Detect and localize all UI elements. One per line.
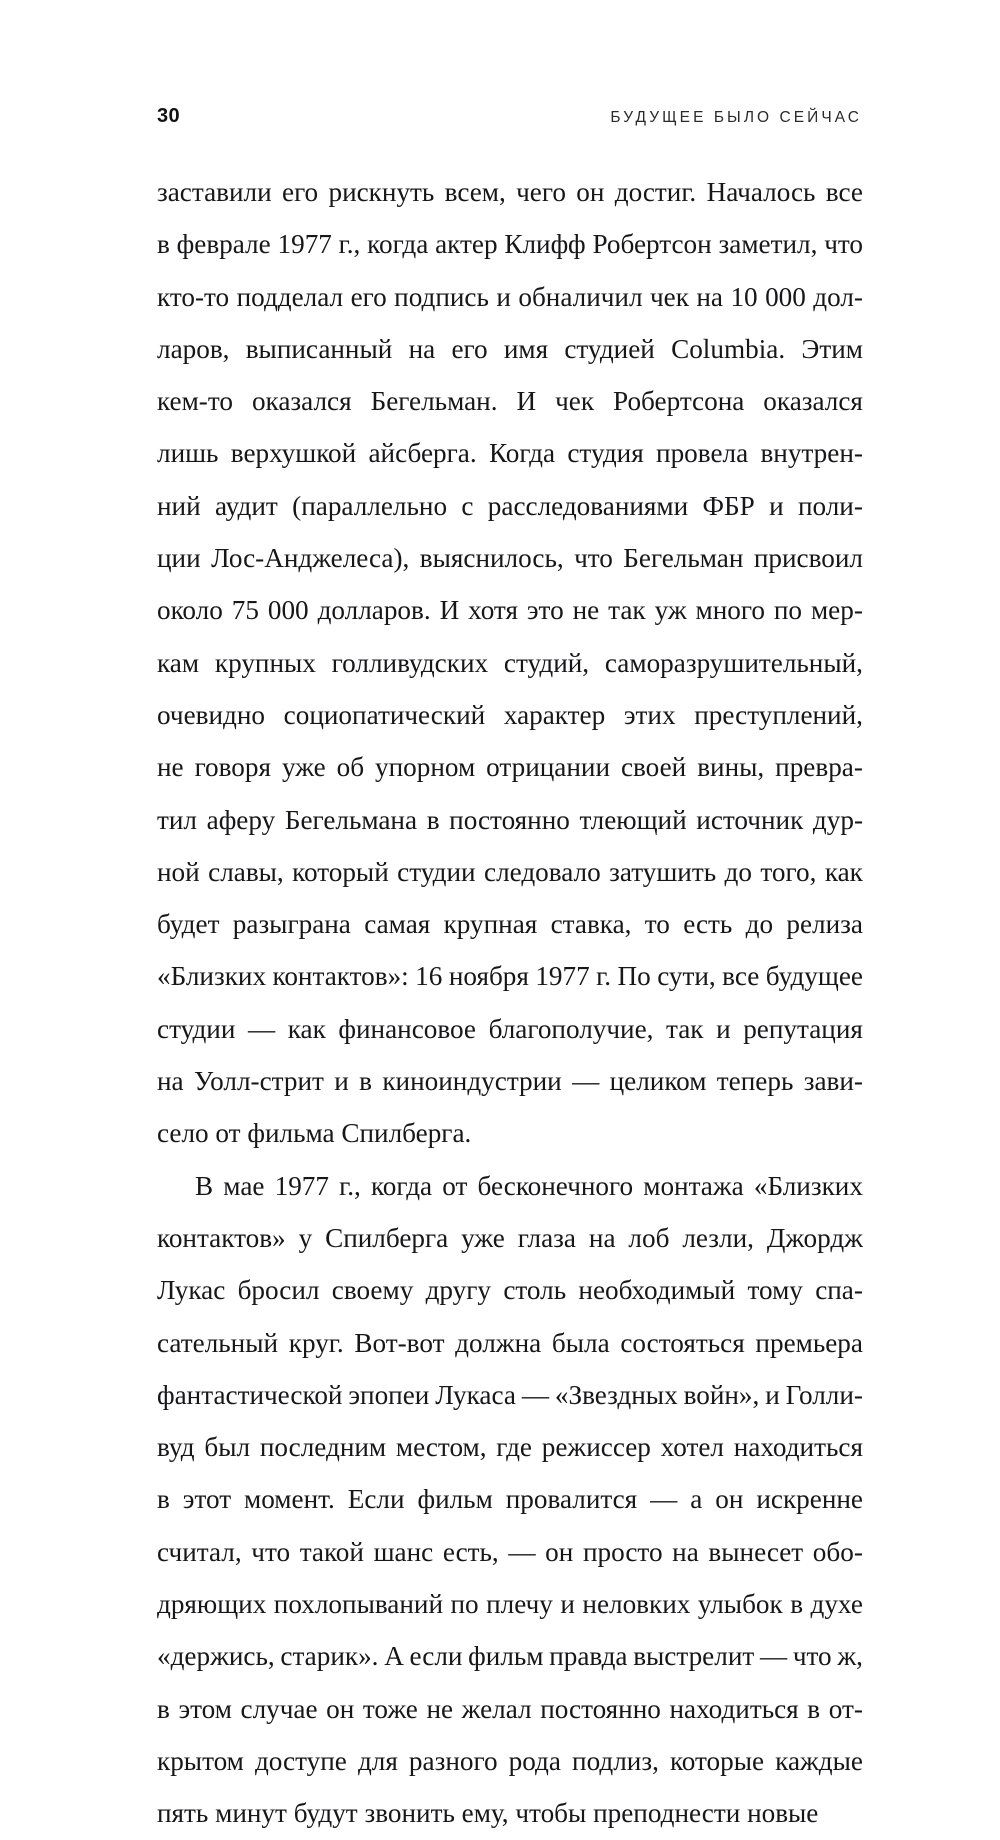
word: духе — [810, 1589, 863, 1620]
word: на — [672, 1536, 699, 1567]
word: дол- — [813, 281, 863, 312]
text-line — [157, 1421, 863, 1473]
word: мер- — [810, 595, 863, 626]
word: в — [157, 1693, 170, 1724]
word: Уолл-стрит — [193, 1066, 324, 1097]
text-line — [157, 637, 863, 689]
word: преступлений, — [694, 699, 863, 730]
word: и — [334, 1066, 349, 1097]
word: благополучие, — [488, 1013, 654, 1044]
word: момент. — [244, 1484, 335, 1515]
word: Лукас — [157, 1275, 226, 1306]
word: плечу — [486, 1589, 553, 1620]
text-line — [157, 950, 863, 1002]
word: находиться — [733, 1432, 863, 1463]
word: Бегельман. — [370, 386, 498, 417]
word: студии — [157, 1013, 236, 1044]
word: по — [450, 1589, 479, 1620]
word: крупная — [443, 909, 538, 940]
word: обо- — [812, 1536, 863, 1567]
word: дряющих — [157, 1589, 267, 1620]
text-line — [157, 532, 863, 584]
word: — — [508, 1536, 536, 1567]
word: от- — [828, 1693, 863, 1724]
word: около — [157, 595, 223, 626]
word: характер — [503, 699, 606, 730]
word: Этим — [801, 333, 863, 364]
word: на — [157, 1066, 184, 1097]
word: релиза — [786, 909, 863, 940]
word: достиг. — [614, 177, 697, 207]
text-line — [157, 689, 863, 741]
word: В — [195, 1170, 214, 1201]
word: ж, — [837, 1641, 863, 1672]
word: студия — [567, 438, 644, 469]
word: когда — [367, 229, 429, 260]
word: улыбок — [697, 1589, 783, 1620]
word: киноиндустрии — [382, 1066, 562, 1097]
word: обналичил — [518, 281, 643, 312]
text-line: пять минут будут звонить ему, чтобы преподнести новые — [157, 1798, 819, 1829]
word: лишь — [157, 438, 219, 469]
word: Голли- — [785, 1379, 863, 1410]
word: Робертсона — [613, 386, 745, 417]
text-line — [157, 1264, 863, 1316]
word: студий, — [503, 647, 590, 678]
word: аферу — [206, 804, 276, 835]
word: рискнуть — [328, 177, 435, 207]
word: необходимый — [578, 1275, 736, 1306]
word: самая — [364, 909, 431, 940]
word: просто — [582, 1536, 663, 1567]
word: фильм — [468, 1641, 544, 1672]
text-line — [157, 271, 863, 323]
word: находиться — [669, 1693, 799, 1724]
word: если — [409, 1641, 463, 1672]
word: хотя — [468, 595, 518, 626]
word: монтажа — [643, 1170, 744, 1201]
word: ноября — [448, 961, 529, 992]
word: мае — [223, 1170, 265, 1201]
text-line — [157, 1160, 863, 1212]
word: поли- — [797, 490, 863, 521]
word: случае — [240, 1693, 318, 1724]
text-line — [157, 898, 863, 950]
word: старик». — [280, 1641, 379, 1672]
word: когда — [370, 1170, 433, 1201]
text-line — [157, 1735, 863, 1787]
word: финансовое — [338, 1013, 476, 1044]
word: и — [716, 1013, 731, 1044]
word: в — [790, 1589, 804, 1620]
word: чек — [649, 281, 689, 312]
word: разыграна — [232, 909, 351, 940]
word: «Близких — [753, 1170, 863, 1201]
word: ларов, — [157, 333, 230, 364]
word: считал, — [157, 1536, 242, 1567]
word: этот — [182, 1484, 232, 1515]
word: голливудских — [331, 647, 489, 678]
word: крытом — [157, 1745, 244, 1776]
text-line — [157, 1578, 863, 1630]
word: Лукаса — [435, 1379, 516, 1410]
word: в — [157, 1484, 170, 1515]
word: дур- — [812, 804, 863, 835]
word: тил — [157, 804, 197, 835]
word: доступе — [254, 1745, 347, 1776]
word: «держись, — [157, 1641, 275, 1672]
word: спа- — [815, 1275, 863, 1306]
word: до — [724, 856, 752, 887]
word: последним — [259, 1432, 387, 1463]
word: выписанный — [245, 333, 393, 364]
word: контактов» — [157, 1222, 286, 1253]
word: тлеющий — [579, 804, 687, 835]
word: он — [576, 177, 605, 207]
word: репутация — [743, 1013, 863, 1044]
word: Бегельман — [623, 543, 744, 574]
word: кам — [157, 647, 200, 678]
text-line — [157, 427, 863, 479]
body-text-column — [157, 166, 863, 1840]
word: — — [521, 1379, 549, 1410]
text-line — [157, 1683, 863, 1735]
word: правда — [549, 1641, 628, 1672]
word: все — [722, 961, 760, 992]
word: Спилберга — [325, 1222, 449, 1253]
text-line — [157, 480, 863, 532]
word: с — [461, 490, 474, 521]
word: упорном — [375, 752, 476, 783]
text-line — [157, 846, 863, 898]
word: того, — [760, 856, 817, 887]
word: аудит — [214, 490, 278, 521]
paragraph — [157, 1160, 863, 1840]
word: чего — [516, 177, 566, 207]
word: контактов»: — [272, 961, 409, 992]
running-header — [157, 106, 862, 136]
word: г., — [338, 229, 361, 260]
word: — — [572, 1066, 600, 1097]
word: 1977 — [535, 961, 590, 992]
text-line — [157, 1473, 863, 1525]
word: выстрелит — [633, 1641, 755, 1672]
word: 16 — [415, 961, 443, 992]
word: 000 — [267, 595, 309, 626]
word: очевидно — [157, 699, 265, 730]
word: говоря — [194, 752, 271, 783]
word: уже — [281, 752, 326, 783]
word: присвоил — [753, 543, 863, 574]
word: лоб — [628, 1222, 670, 1253]
word: Бегельмана — [284, 804, 418, 835]
word: «Звездных — [554, 1379, 678, 1410]
word: внутрен- — [760, 438, 863, 469]
word: подделал — [236, 281, 344, 312]
word: бросил — [237, 1275, 320, 1306]
word: на — [408, 333, 436, 364]
word: в — [426, 804, 440, 835]
word: искренне — [756, 1484, 863, 1515]
word: социопатический — [283, 699, 486, 730]
text-line — [157, 1630, 863, 1682]
word: его — [282, 177, 319, 207]
word: Если — [347, 1484, 405, 1515]
word: режиссер — [541, 1432, 651, 1463]
word: саморазрушительный, — [604, 647, 863, 678]
word: не — [157, 752, 184, 783]
word: Робертсон — [592, 229, 712, 260]
word: то — [644, 909, 670, 940]
word: была — [551, 1327, 610, 1358]
word: фантастической — [157, 1379, 343, 1410]
word: теперь — [716, 1066, 794, 1097]
word: Когда — [488, 438, 556, 469]
word: есть — [683, 909, 733, 940]
word: провела — [656, 438, 749, 469]
word: он — [545, 1536, 574, 1567]
word: ФБР — [702, 490, 755, 521]
word: превра- — [775, 752, 863, 783]
word: до — [745, 909, 774, 940]
word: Началось — [706, 177, 816, 207]
text-line — [157, 1526, 863, 1578]
word: отрицании — [486, 752, 611, 783]
text-line — [157, 1055, 863, 1107]
text-line — [157, 794, 863, 846]
word: заметил, — [718, 229, 818, 260]
word: и — [496, 281, 511, 312]
word: имя — [503, 333, 549, 364]
word: этом — [178, 1693, 232, 1724]
text-line — [157, 1369, 863, 1421]
word: А — [384, 1641, 404, 1672]
word: который — [292, 856, 389, 887]
word: где — [496, 1432, 532, 1463]
word: актер — [435, 229, 498, 260]
word: провалится — [505, 1484, 638, 1515]
word: войн», — [683, 1379, 760, 1410]
word: оказался — [763, 386, 863, 417]
word: подлиз, — [572, 1745, 659, 1776]
word: об — [336, 752, 365, 783]
word: айсберга. — [368, 438, 477, 469]
text-line — [157, 375, 863, 427]
word: был — [204, 1432, 251, 1463]
word: которые — [669, 1745, 765, 1776]
word: так — [666, 1013, 704, 1044]
word: — — [759, 1641, 788, 1672]
word: Columbia. — [671, 333, 786, 364]
word: что — [824, 229, 863, 260]
text-line — [157, 166, 863, 218]
word: — — [247, 1013, 276, 1044]
word: бесконечного — [477, 1170, 634, 1201]
word: 000 — [765, 281, 806, 312]
word: вины, — [697, 752, 765, 783]
word: будущее — [765, 961, 863, 992]
word: Клифф — [504, 229, 586, 260]
word: разного — [408, 1745, 498, 1776]
word: ции — [157, 543, 201, 574]
word: похлопываний — [273, 1589, 444, 1620]
word: студией — [564, 333, 655, 364]
word: своему — [331, 1275, 414, 1306]
word: ний — [157, 490, 201, 521]
word: должна — [455, 1327, 542, 1358]
word: Вот-вот — [354, 1327, 445, 1358]
word: много — [695, 595, 765, 626]
word: эпопеи — [348, 1379, 430, 1410]
text-line — [157, 741, 863, 793]
word: а — [690, 1484, 703, 1515]
text-line: село от фильма Спилберга. — [157, 1118, 472, 1149]
text-line — [157, 584, 863, 636]
word: желал — [461, 1693, 532, 1724]
word: круг. — [288, 1327, 344, 1358]
word: неловких — [582, 1589, 691, 1620]
word: лезли, — [682, 1222, 754, 1253]
word: состояться — [620, 1327, 745, 1358]
word: источник — [696, 804, 804, 835]
word: кем-то — [157, 386, 233, 417]
word: г. — [596, 961, 612, 992]
word: этих — [623, 699, 676, 730]
word: ставка, — [550, 909, 632, 940]
word: Лос-Анджелеса), — [211, 543, 410, 574]
word: что — [792, 1641, 832, 1672]
text-line — [157, 218, 863, 270]
word: в — [359, 1066, 372, 1097]
word: феврале — [176, 229, 271, 260]
word: 1977 — [274, 1170, 329, 1201]
word: это — [526, 595, 564, 626]
word: выяснилось, — [419, 543, 564, 574]
word: рода — [508, 1745, 561, 1776]
word: кто-то — [157, 281, 230, 312]
word: как — [824, 856, 863, 887]
word: на — [588, 1222, 616, 1253]
word: другу — [425, 1275, 492, 1306]
word: следовало — [484, 856, 601, 887]
word: постоянно — [449, 804, 570, 835]
word: хотел — [660, 1432, 724, 1463]
word: тому — [747, 1275, 803, 1306]
word: и — [765, 1379, 780, 1410]
word: «Близких — [157, 961, 267, 992]
word: есть, — [442, 1536, 499, 1567]
paragraph — [157, 166, 863, 1160]
word: уже — [461, 1222, 505, 1253]
word: все — [825, 177, 863, 207]
word: И — [439, 595, 460, 626]
word: и — [769, 490, 784, 521]
word: студии — [397, 856, 476, 887]
word: По — [617, 961, 651, 992]
word: всем, — [444, 177, 506, 207]
word: И — [516, 386, 537, 417]
word: 10 — [730, 281, 758, 312]
word: он — [715, 1484, 744, 1515]
word: глаза — [517, 1222, 576, 1253]
word: уж — [654, 595, 687, 626]
word: не — [426, 1693, 454, 1724]
word: сательный — [157, 1327, 279, 1358]
word: вынесет — [708, 1536, 804, 1567]
word: тоже — [362, 1693, 418, 1724]
word: верхушкой — [230, 438, 357, 469]
word: столь — [503, 1275, 567, 1306]
word: шанс — [373, 1536, 434, 1567]
word: долларов. — [317, 595, 431, 626]
word: в — [807, 1693, 821, 1724]
word: вуд — [157, 1432, 195, 1463]
word: 1977 — [277, 229, 332, 260]
text-line — [157, 1212, 863, 1264]
word: для — [357, 1745, 398, 1776]
word: что — [574, 543, 613, 574]
word: г., — [339, 1170, 361, 1201]
word: подпись — [394, 281, 489, 312]
text-line — [157, 323, 863, 375]
word: крупных — [214, 647, 316, 678]
word: и — [560, 1589, 575, 1620]
word: он — [326, 1693, 355, 1724]
word: Джордж — [766, 1222, 863, 1253]
word: как — [287, 1013, 326, 1044]
word: зави- — [803, 1066, 863, 1097]
word: от — [442, 1170, 468, 1201]
word: затушить — [609, 856, 717, 887]
word: местом, — [395, 1432, 487, 1463]
word: так — [608, 595, 646, 626]
word: его — [451, 333, 488, 364]
word: сути, — [657, 961, 716, 992]
word: такой — [299, 1536, 364, 1567]
word: фильм — [417, 1484, 493, 1515]
word: целиком — [609, 1066, 707, 1097]
text-line — [157, 1003, 863, 1055]
word: — — [650, 1484, 678, 1515]
word: на — [696, 281, 723, 312]
word: заставили — [157, 177, 272, 207]
text-line — [157, 1317, 863, 1369]
word: премьера — [755, 1327, 863, 1358]
word: его — [350, 281, 387, 312]
word: оказался — [251, 386, 352, 417]
word: постоянно — [540, 1693, 661, 1724]
word: расследованиями — [487, 490, 689, 521]
page-number: 30 — [157, 105, 181, 127]
word: 75 — [231, 595, 259, 626]
word: будет — [157, 909, 220, 940]
word: своей — [620, 752, 687, 783]
running-head-title: БУДУЩЕЕ БЫЛО СЕЙЧАС — [610, 109, 862, 126]
word: славы, — [208, 856, 284, 887]
word: ной — [157, 856, 200, 887]
word: что — [251, 1536, 291, 1567]
word: в — [157, 229, 170, 260]
word: чек — [555, 386, 595, 417]
word: по — [773, 595, 803, 626]
word: не — [572, 595, 600, 626]
word: у — [298, 1222, 313, 1253]
word: (параллельно — [292, 490, 448, 521]
word: каждые — [775, 1745, 863, 1776]
